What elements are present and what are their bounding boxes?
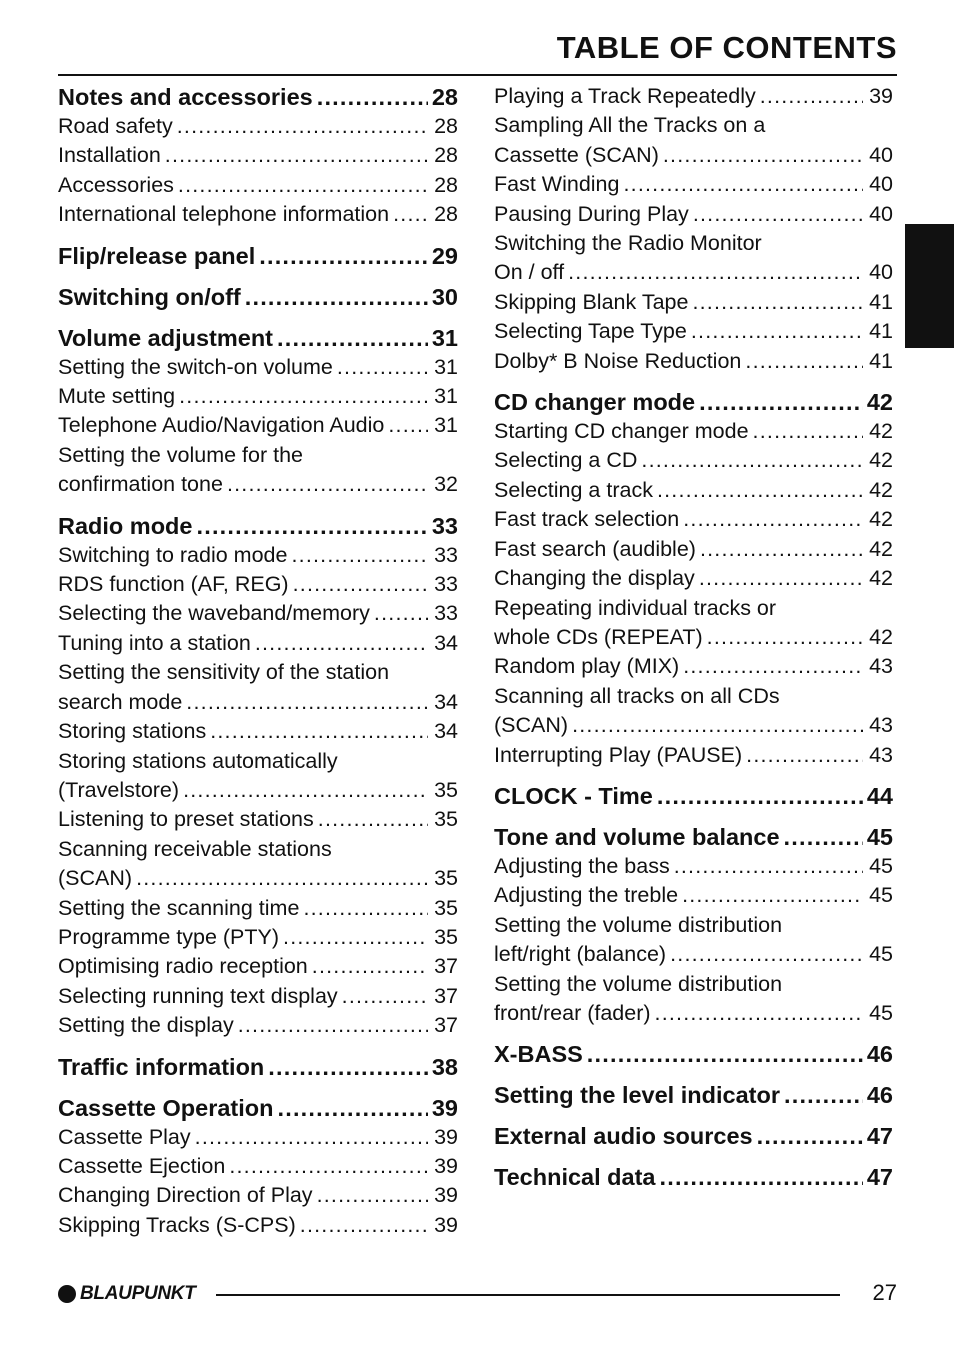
toc-entry-cassette-eject[interactable]: Cassette Ejection ..... 39 [58, 1152, 458, 1181]
toc-entry-monitor-line1[interactable]: Switching the Radio Monitor [494, 231, 762, 256]
toc-entry-scan-cds-line1[interactable]: Scanning all tracks on all CDs [494, 683, 780, 708]
toc-entry-optimising[interactable]: Optimising radio reception ..... 37 [58, 952, 458, 981]
toc-entry-tape-type[interactable]: Selecting Tape Type ..... 41 [494, 317, 893, 346]
toc-column-right [494, 82, 893, 1192]
toc-heading-volume[interactable]: Volume adjustment ..... 31 [58, 323, 458, 353]
toc-heading-cassette[interactable]: Cassette Operation ..... 39 [58, 1093, 458, 1123]
toc-entry-fader-line1[interactable]: Setting the volume distribution [494, 971, 783, 996]
toc-heading-traffic[interactable]: Traffic information ..... 38 [58, 1052, 458, 1082]
toc-entry-pausing[interactable]: Pausing During Play ..... 40 [494, 200, 893, 229]
toc-entry-rds[interactable]: RDS function (AF, REG) ..... 33 [58, 570, 458, 599]
toc-entry-confirm-line1[interactable]: Setting the volume for the [58, 442, 304, 467]
footer-rule [216, 1294, 840, 1296]
toc-entry-scan-line1[interactable]: Scanning receivable stations [58, 836, 332, 861]
toc-entry-cassette-scan[interactable]: Cassette (SCAN) ..... 40 [494, 141, 893, 170]
toc-heading-clock[interactable]: CLOCK - Time ..... 44 [494, 781, 893, 811]
toc-entry-blank-tape[interactable]: Skipping Blank Tape ..... 41 [494, 288, 893, 317]
toc-entry-preset[interactable]: Listening to preset stations ..... 35 [58, 805, 458, 834]
brand-dot-icon [58, 1285, 76, 1303]
section-tab-marker [905, 224, 954, 348]
toc-entry-scan-cds[interactable]: (SCAN) ..... 43 [494, 711, 893, 740]
toc-heading-tone[interactable]: Tone and volume balance ..... 45 [494, 822, 893, 852]
toc-heading-external[interactable]: External audio sources ..... 47 [494, 1121, 893, 1151]
toc-entry-balance-line1[interactable]: Setting the volume distribution [494, 912, 783, 937]
toc-entry-switch-on-volume[interactable]: Setting the switch-on volume ..... 31 [58, 353, 458, 382]
toc-heading-radio-mode[interactable]: Radio mode ..... 33 [58, 511, 458, 541]
toc-entry-change-display[interactable]: Changing the display ..... 42 [494, 564, 893, 593]
brand-name: BLAUPUNKT [80, 1283, 196, 1304]
toc-entry-storing[interactable]: Storing stations ..... 34 [58, 717, 458, 746]
toc-heading-cd-changer[interactable]: CD changer mode ..... 42 [494, 387, 893, 417]
toc-entry-sensitivity-line1[interactable]: Setting the sensitivity of the station [58, 660, 390, 685]
toc-entry-road-safety[interactable]: Road safety ..... 28 [58, 112, 458, 141]
toc-entry-treble[interactable]: Adjusting the treble ..... 45 [494, 881, 893, 910]
toc-entry-installation[interactable]: Installation ..... 28 [58, 141, 458, 170]
toc-entry-running-text[interactable]: Selecting running text display ..... 37 [58, 982, 458, 1011]
toc-entry-display[interactable]: Setting the display ..... 37 [58, 1011, 458, 1040]
toc-entry-pty[interactable]: Programme type (PTY) ..... 35 [58, 923, 458, 952]
toc-heading-level[interactable]: Setting the level indicator ..... 46 [494, 1080, 893, 1110]
toc-heading-technical[interactable]: Technical data ..... 47 [494, 1162, 893, 1192]
toc-entry-fast-track[interactable]: Fast track selection ..... 42 [494, 505, 893, 534]
toc-entry-skipping[interactable]: Skipping Tracks (S-CPS) ..... 39 [58, 1211, 458, 1240]
toc-entry-mute[interactable]: Mute setting ..... 31 [58, 382, 458, 411]
page-number: 27 [872, 1280, 897, 1305]
toc-entry-select-cd[interactable]: Selecting a CD ..... 42 [494, 446, 893, 475]
toc-entry-start-cd[interactable]: Starting CD changer mode ..... 42 [494, 417, 893, 446]
toc-entry-on-off[interactable]: On / off ..... 40 [494, 258, 893, 287]
toc-entry-tuning[interactable]: Tuning into a station ..... 34 [58, 629, 458, 658]
toc-entry-travelstore-line1[interactable]: Storing stations automatically [58, 748, 338, 773]
toc-entry-balance[interactable]: left/right (balance) ..... 45 [494, 940, 893, 969]
toc-entry-pause[interactable]: Interrupting Play (PAUSE) ..... 43 [494, 741, 893, 770]
page-title: TABLE OF CONTENTS [556, 30, 897, 65]
toc-entry-scan-time[interactable]: Setting the scanning time ..... 35 [58, 894, 458, 923]
toc-entry-cassette-play[interactable]: Cassette Play ..... 39 [58, 1123, 458, 1152]
toc-entry-dolby[interactable]: Dolby* B Noise Reduction ..... 41 [494, 347, 893, 376]
toc-entry-waveband[interactable]: Selecting the waveband/memory ..... 33 [58, 599, 458, 628]
toc-entry-fader[interactable]: front/rear (fader) ..... 45 [494, 999, 893, 1028]
title-rule [58, 74, 897, 76]
toc-heading-xbass[interactable]: X-BASS ..... 46 [494, 1039, 893, 1069]
toc-entry-repeat-line1[interactable]: Repeating individual tracks or [494, 595, 777, 620]
toc-column-left [58, 82, 458, 1240]
toc-entry-tel-audio[interactable]: Telephone Audio/Navigation Audio ..... 31 [58, 411, 458, 440]
toc-entry-select-track[interactable]: Selecting a track ..... 42 [494, 476, 893, 505]
toc-entry-bass[interactable]: Adjusting the bass ..... 45 [494, 852, 893, 881]
toc-entry-repeat-track[interactable]: Playing a Track Repeatedly ..... 39 [494, 82, 893, 111]
toc-entry-accessories[interactable]: Accessories ..... 28 [58, 171, 458, 200]
toc-entry-travelstore[interactable]: (Travelstore) ..... 35 [58, 776, 458, 805]
toc-heading-flip-panel[interactable]: Flip/release panel ..... 29 [58, 241, 458, 271]
brand-logo [58, 1282, 196, 1306]
toc-entry-switch-radio[interactable]: Switching to radio mode ..... 33 [58, 541, 458, 570]
toc-entry-direction[interactable]: Changing Direction of Play ..... 39 [58, 1181, 458, 1210]
toc-heading-switching[interactable]: Switching on/off ..... 30 [58, 282, 458, 312]
toc-entry-repeat-cds[interactable]: whole CDs (REPEAT) ..... 42 [494, 623, 893, 652]
toc-entry-fast-wind[interactable]: Fast Winding ..... 40 [494, 170, 893, 199]
toc-entry-fast-search[interactable]: Fast search (audible) ..... 42 [494, 535, 893, 564]
toc-heading-notes[interactable]: Notes and accessories ..... 28 [58, 82, 458, 112]
toc-entry-scan[interactable]: (SCAN) ..... 35 [58, 864, 458, 893]
toc-entry-search-mode[interactable]: search mode ..... 34 [58, 688, 458, 717]
toc-entry-sampling-line1[interactable]: Sampling All the Tracks on a [494, 113, 766, 138]
toc-entry-confirm-tone[interactable]: confirmation tone ..... 32 [58, 470, 458, 499]
toc-entry-random[interactable]: Random play (MIX) ..... 43 [494, 652, 893, 681]
toc-entry-intl-phone[interactable]: International telephone information ..... 28 [58, 200, 458, 229]
